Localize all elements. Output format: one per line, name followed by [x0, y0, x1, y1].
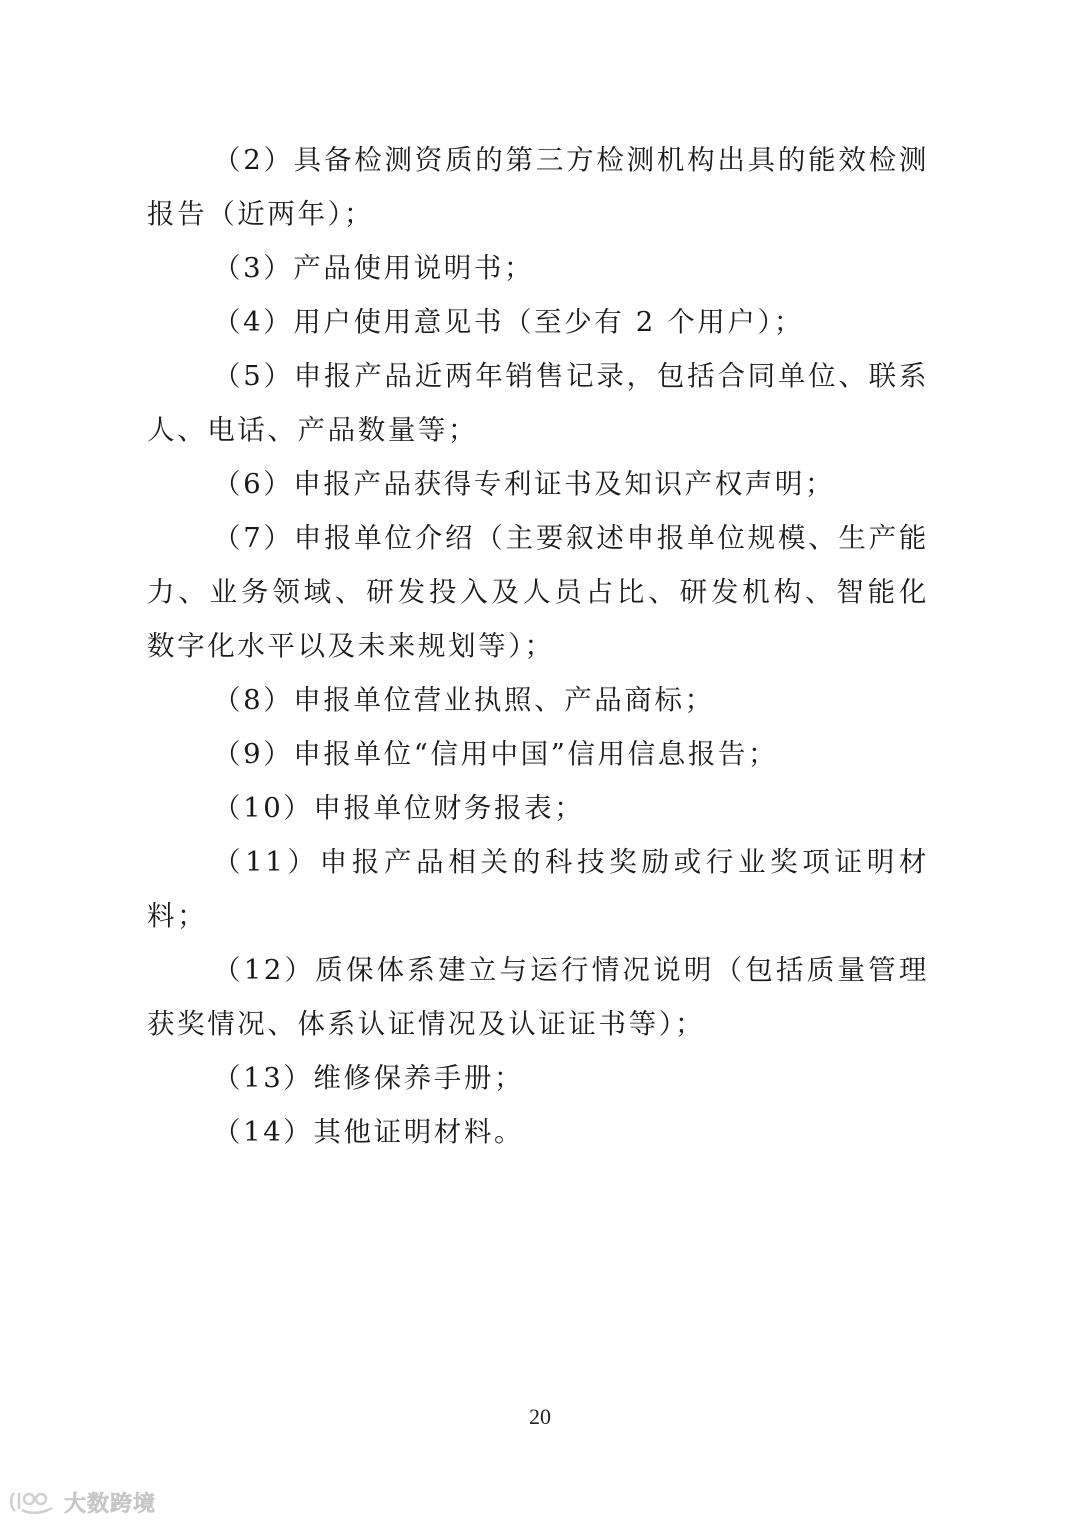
watermark [8, 1487, 156, 1517]
dashuju-logo-icon [8, 1489, 58, 1515]
list-item: （3）产品使用说明书； [213, 252, 535, 284]
list-item: （7）申报单位介绍（主要叙述申报单位规模、生产能力、业务领域、研发投入及人员占比、研发机构、智能化数字化水平以及未来规划等）； [147, 522, 929, 662]
list-item: （2）具备检测资质的第三方检测机构出具的能效检测报告（近两年）； [147, 144, 929, 230]
list-item: （14）其他证明材料。 [213, 1116, 525, 1148]
list-item: （4）用户使用意见书（至少有 2 个用户）； [213, 306, 804, 338]
document-body [147, 133, 929, 1159]
watermark-text: 大数跨境 [64, 1491, 157, 1517]
list-item: （5）申报产品近两年销售记录，包括合同单位、联系人、电话、产品数量等； [147, 360, 929, 446]
list-item: （9）申报单位“信用中国”信用信息报告； [213, 738, 779, 770]
page-number: 20 [529, 1404, 551, 1429]
list-item: （13）维修保养手册； [213, 1062, 525, 1094]
list-item: （11）申报产品相关的科技奖励或行业奖项证明材料； [147, 846, 929, 932]
list-item: （10）申报单位财务报表； [213, 792, 585, 824]
list-item: （6）申报产品获得专利证书及知识产权声明； [213, 468, 836, 500]
list-item: （12）质保体系建立与运行情况说明（包括质量管理获奖情况、体系认证情况及认证证书等）； [147, 954, 929, 1040]
list-item: （8）申报单位营业执照、产品商标； [213, 684, 715, 716]
